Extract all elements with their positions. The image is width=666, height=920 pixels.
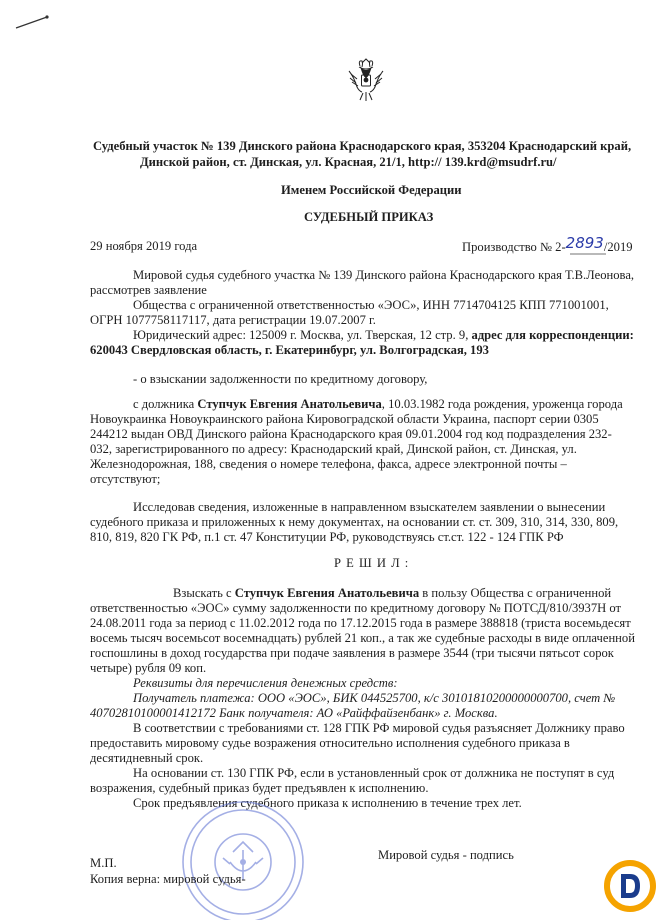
decision-line-5: госпошлины в доход государства при подаче заявления в размере 3544 (три тысячи пятьсот сорок	[90, 646, 614, 660]
decided-heading: Р Е Ш И Л :	[334, 556, 410, 570]
examined-line-3: 810, 819, 820 ГК РФ, п.1 ст. 47 Конституции РФ, руководствуясь ст.ст. 122 - 124 ГПК РФ	[90, 530, 564, 544]
intro-judge: Мировой судья судебного участка № 139 Динского района Краснодарского края Т.В.Леонова,	[133, 268, 635, 282]
decision-line-1	[173, 586, 611, 601]
requisites-title: Реквизиты для перечисления денежных средств:	[133, 676, 398, 690]
case-number-underline	[570, 253, 606, 256]
intro-considered: рассмотрев заявление	[90, 283, 207, 297]
debtor-line-4: 032, зарегистрированного по адресу: Краснодарский край, Динской район, ст. Динская, ул.	[90, 442, 577, 456]
enforcement-term: Срок предъявления судебного приказа к исполнению в течение трех лет.	[133, 796, 522, 810]
decision-line-4: восемь тысяч восемьсот восемнадцать) рублей 21 коп., а так же судебные расходы в виде оплаченной	[90, 631, 635, 645]
objections-line-1: В соответствии с требованиями ст. 128 ГПК РФ мировой судья разъясняет Должнику право	[133, 721, 625, 735]
debtor-name: Ступчук Евгения Анатольевича	[197, 397, 382, 411]
correspondence-address: 620043 Свердловская область, г. Екатеринбург, ул. Волгоградская, 193	[90, 343, 489, 357]
basis-line-1: На основании ст. 130 ГПК РФ, если в установленный срок от должника не поступят в суд	[133, 766, 615, 780]
mp-label: М.П.	[90, 856, 117, 870]
debtor-birth: , 10.03.1982 года рождения, уроженца города	[381, 397, 623, 411]
debtor-line-2: Новоукраинка Новоукраинского района Кировоградской области Украина, паспорт серии 0305	[90, 412, 599, 426]
intro-ogrn: ОГРН 1077758117117, дата регистрации 19.07.2007 г.	[90, 313, 376, 327]
court-header-line-1: Судебный участок № 139 Динского района Краснодарского края, 353204 Краснодарский край,	[93, 139, 632, 153]
d-logo-icon	[604, 860, 656, 912]
objections-line-3: десятидневный срок.	[90, 751, 204, 765]
court-seal-stamp	[168, 790, 318, 920]
objections-line-2: предоставить мировому судье возражения относительно исполнения судебного приказа в	[90, 736, 570, 750]
decision-prefix: Взыскать с	[173, 586, 232, 600]
case-number-handwritten: 2893	[565, 234, 604, 252]
intro-applicant: Общества с ограниченной ответственностью «ЭОС», ИНН 7714704125 КПП 771001001,	[133, 298, 609, 312]
debtor-line-6: отсутствуют;	[90, 472, 161, 486]
copy-true-label: Копия верна: мировой судья-	[90, 872, 246, 886]
debtor-prefix: с должника	[133, 397, 195, 411]
debtor-line-3: 244212 выдан ОВД Динского района Краснодарского края 09.01.2004 год код подразделения 232-	[90, 427, 612, 441]
coat-of-arms-icon	[345, 57, 387, 103]
case-suffix: /2019	[603, 240, 633, 254]
case-number	[462, 234, 633, 255]
debtor-line-1	[133, 397, 623, 412]
subject-line: - о взыскании задолженности по кредитному договору,	[133, 372, 428, 386]
examined-line-1: Исследовав сведения, изложенные в направленном взыскателем заявлении о вынесении	[133, 500, 606, 514]
pen-mark	[14, 14, 50, 32]
case-prefix: Производство № 2-	[462, 240, 566, 254]
decision-debtor-name: Ступчук Евгения Анатольевича	[234, 586, 420, 600]
requisites-line-2: 40702810100001412172 Банк получателя: АО «Райффайзенбанк» г. Москва.	[90, 706, 498, 720]
intro-address	[133, 328, 634, 343]
judge-signature-label: Мировой судья - подпись	[378, 848, 514, 862]
correspondence-address-label: адрес для корреспонденции:	[471, 328, 634, 342]
legal-address: Юридический адрес: 125009 г. Москва, ул. Тверская, 12 стр. 9,	[133, 328, 469, 342]
decision-line-3: 24.08.2011 года за период с 11.02.2012 года по 17.12.2015 года в размере 388818 (триста восемьдесят	[90, 616, 631, 630]
decision-line-6: четыре) рубля 09 коп.	[90, 661, 207, 675]
decision-line-2: ответственностью «ЭОС» сумму задолженности по кредитному договору № ПОТСД/810/3937Н от	[90, 601, 622, 615]
document-title: СУДЕБНЫЙ ПРИКАЗ	[304, 210, 434, 224]
basis-line-2: возражения, судебный приказ будет предъявлен к исполнению.	[90, 781, 429, 795]
order-date: 29 ноября 2019 года	[90, 239, 198, 253]
debtor-line-5: Железнодорожная, 188, сведения о номере телефона, факса, адресе электронной почты –	[90, 457, 567, 471]
examined-line-2: судебного приказа и приложенных к нему документах, на основании ст. ст. 309, 310, 314, 330, 809,	[90, 515, 619, 529]
name-of-federation: Именем Российской Федерации	[281, 183, 462, 197]
court-header-line-2: Динской район, ст. Динская, ул. Красная, 21/1, http:// 139.krd@msudrf.ru/	[140, 155, 557, 169]
decision-rest: в пользу Общества с ограниченной	[422, 586, 612, 600]
requisites-line-1: Получатель платежа: ООО «ЭОС», БИК 044525700, к/с 30101810200000000700, счет №	[133, 691, 616, 705]
